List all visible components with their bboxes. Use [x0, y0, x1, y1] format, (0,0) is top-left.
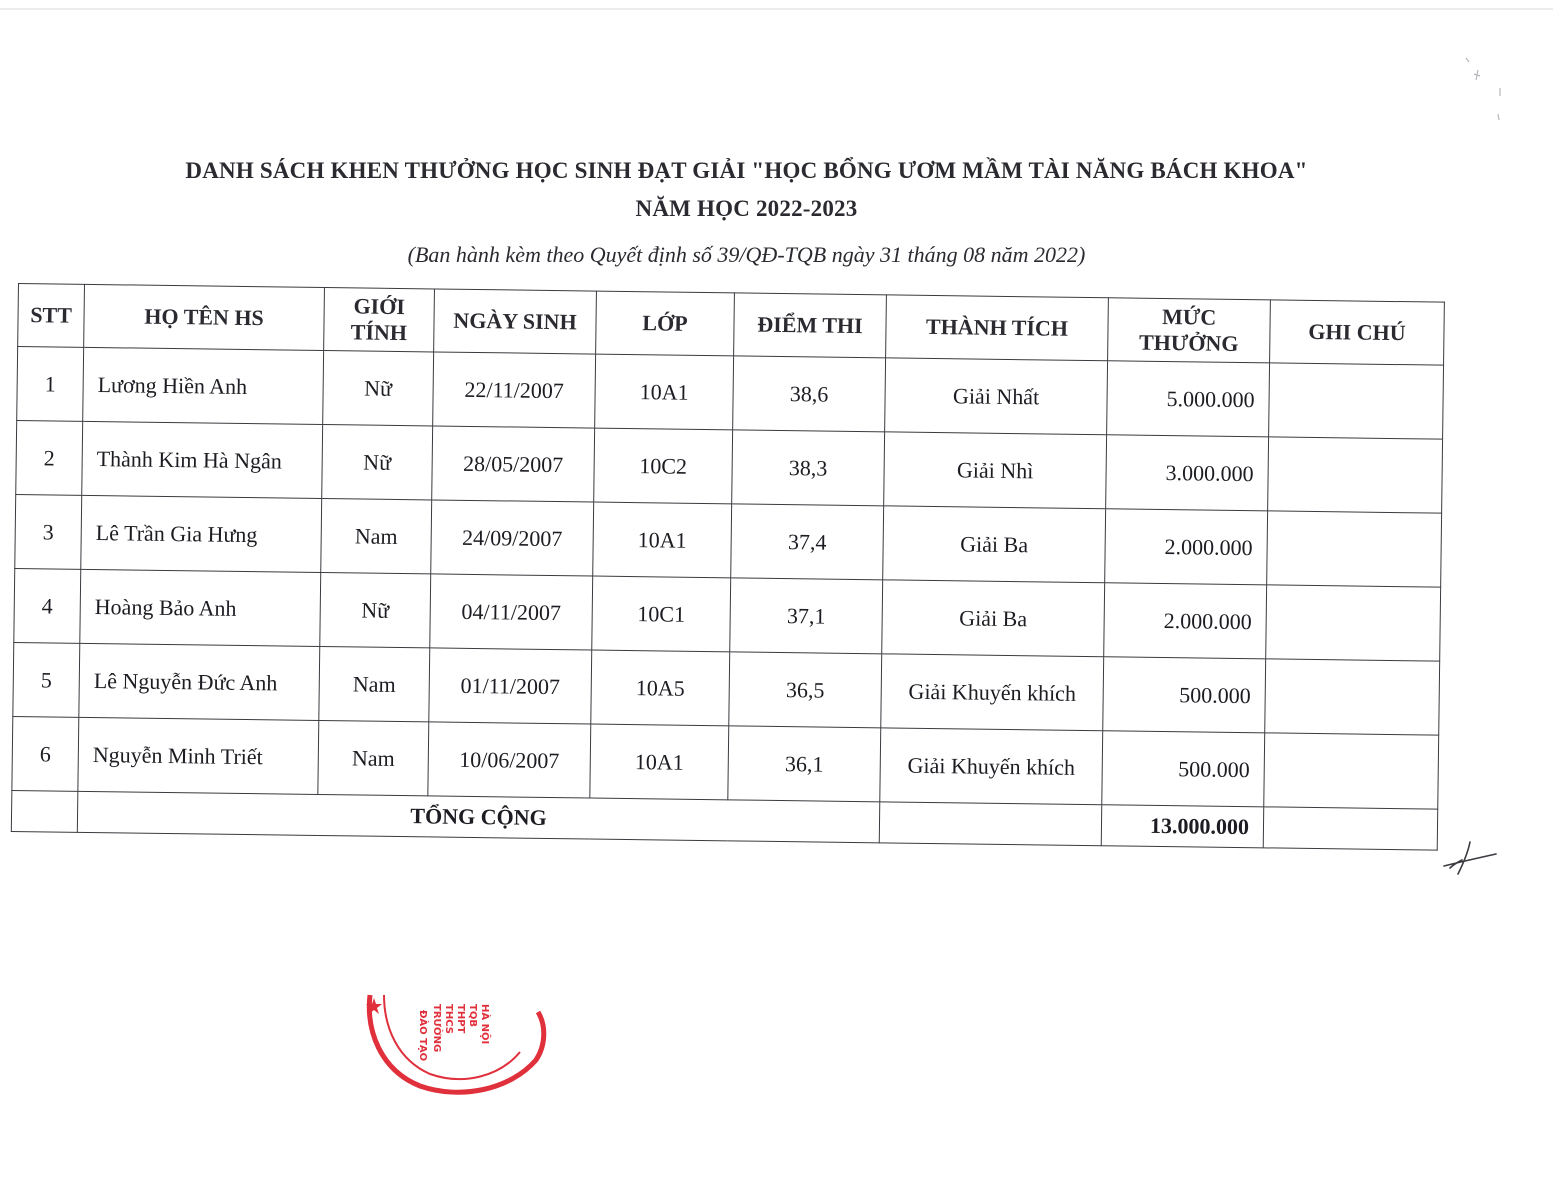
scan-top-edge [0, 8, 1553, 10]
header-reward-line1: MỨC [1161, 303, 1217, 330]
cell-name: Lê Trần Gia Hưng [81, 495, 322, 572]
cell-dob: 10/06/2007 [428, 722, 591, 798]
cell-score: 38,3 [732, 430, 885, 506]
cell-total-blank-2 [879, 802, 1102, 846]
header-gender-line1: GIỚI [353, 293, 406, 320]
cell-reward: 2.000.000 [1104, 583, 1267, 659]
svg-text:ĐÀO TẠO: ĐÀO TẠO [417, 1010, 428, 1062]
cell-dob: 28/05/2007 [432, 426, 595, 502]
cell-note [1266, 585, 1441, 661]
cell-gender: Nữ [320, 572, 431, 647]
cell-dob: 04/11/2007 [430, 574, 593, 650]
cell-gender: Nam [321, 498, 432, 573]
official-seal [360, 990, 550, 1100]
cell-dob: 01/11/2007 [429, 648, 592, 724]
cell-stt: 6 [12, 716, 79, 791]
document-year: NĂM HỌC 2022-2023 [635, 196, 858, 221]
cell-score: 37,1 [730, 578, 883, 654]
cell-name: Hoàng Bảo Anh [80, 569, 321, 646]
cell-score: 36,5 [729, 652, 882, 728]
header-gender [324, 288, 435, 352]
cell-note [1264, 733, 1439, 809]
cell-reward: 3.000.000 [1106, 435, 1269, 511]
cell-stt: 5 [13, 642, 80, 717]
header-achievement: THÀNH TÍCH [886, 295, 1109, 361]
cell-note [1265, 659, 1440, 735]
cell-achievement: Giải Ba [883, 506, 1106, 583]
cell-total-note [1263, 807, 1438, 850]
cell-achievement: Giải Ba [882, 580, 1105, 657]
total-label: TỔNG CỘNG [77, 791, 879, 842]
scan-speck-marks [1460, 40, 1510, 130]
cell-achievement: Giải Nhất [885, 358, 1108, 435]
cell-achievement: Giải Khuyến khích [880, 728, 1103, 805]
cell-gender: Nam [319, 646, 430, 721]
header-name: HỌ TÊN HS [84, 284, 325, 350]
cell-name: Lương Hiền Anh [83, 347, 324, 424]
header-stt: STT [18, 284, 85, 348]
awards-table [11, 283, 1445, 851]
header-dob: NGÀY SINH [434, 289, 597, 354]
cell-total-blank [11, 790, 78, 832]
cell-note [1269, 363, 1444, 439]
cell-note [1268, 437, 1443, 513]
svg-text:TRƯỜNG: TRƯỜNG [431, 1004, 442, 1053]
svg-text:TQB: TQB [467, 1004, 478, 1027]
cell-gender: Nữ [323, 351, 434, 426]
cell-stt: 1 [17, 347, 84, 422]
cell-name: Thành Kim Hà Ngân [82, 421, 323, 498]
cell-gender: Nam [318, 720, 429, 795]
cell-stt: 3 [15, 494, 82, 569]
cell-name: Lê Nguyễn Đức Anh [79, 643, 320, 720]
cell-name: Nguyễn Minh Triết [78, 717, 319, 794]
cell-class: 10A1 [595, 354, 734, 430]
cell-class: 10A5 [591, 650, 730, 726]
header-reward [1108, 298, 1271, 363]
cell-reward: 2.000.000 [1105, 509, 1268, 585]
signature-mark [1440, 836, 1500, 876]
cell-stt: 4 [14, 568, 81, 643]
header-reward-line2: THƯỞNG [1138, 329, 1239, 356]
cell-note [1267, 511, 1442, 587]
cell-dob: 24/09/2007 [431, 500, 594, 576]
header-score: ĐIỂM THI [734, 293, 887, 358]
cell-class: 10A1 [593, 502, 732, 578]
awards-table-wrapper [11, 283, 1445, 851]
cell-stt: 2 [16, 420, 83, 495]
cell-class: 10A1 [590, 724, 729, 800]
cell-reward: 5.000.000 [1107, 361, 1270, 437]
cell-class: 10C1 [592, 576, 731, 652]
cell-achievement: Giải Khuyến khích [881, 654, 1104, 731]
svg-text:THCS: THCS [443, 1004, 454, 1034]
cell-score: 38,6 [733, 356, 886, 432]
cell-score: 37,4 [731, 504, 884, 580]
total-amount: 13.000.000 [1101, 805, 1264, 848]
cell-gender: Nữ [322, 425, 433, 500]
svg-text:HÀ NỘI: HÀ NỘI [479, 1004, 490, 1045]
cell-class: 10C2 [594, 428, 733, 504]
svg-text:THPT: THPT [455, 1004, 466, 1034]
cell-score: 36,1 [728, 726, 881, 802]
cell-dob: 22/11/2007 [433, 352, 596, 428]
document-subtitle: (Ban hành kèm theo Quyết định số 39/QĐ-TQB ngày 31 tháng 08 năm 2022) [407, 242, 1086, 267]
header-gender-line2: TÍNH [350, 319, 408, 346]
header-class: LỚP [596, 291, 735, 356]
cell-reward: 500.000 [1103, 657, 1266, 733]
cell-reward: 500.000 [1102, 731, 1265, 807]
cell-achievement: Giải Nhì [884, 432, 1107, 509]
header-note: GHI CHÚ [1270, 300, 1445, 365]
document-title: DANH SÁCH KHEN THƯỞNG HỌC SINH ĐẠT GIẢI "HỌC BỔNG ƯƠM MẦM TÀI NĂNG BÁCH KHOA" [185, 158, 1308, 183]
